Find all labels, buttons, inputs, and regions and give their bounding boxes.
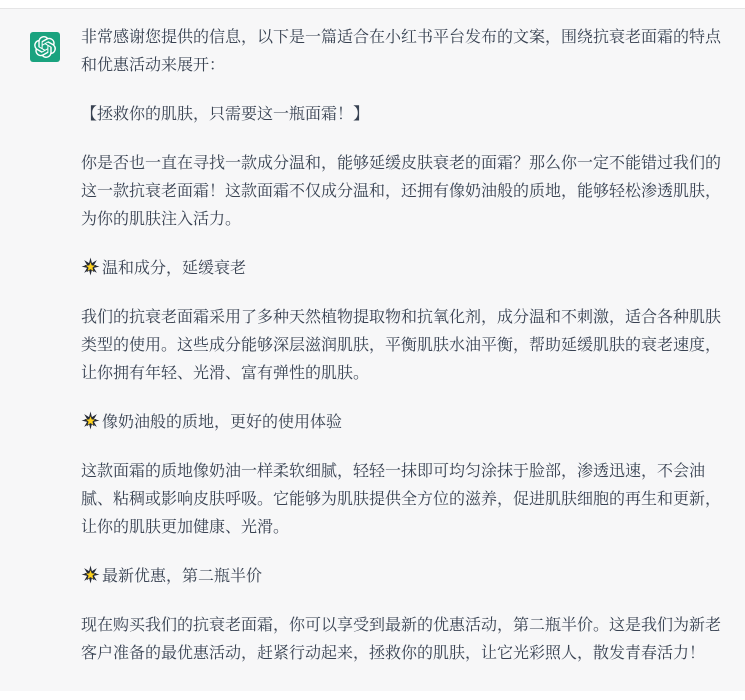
section-2-body: 这款面霜的质地像奶油一样柔软细腻，轻轻一抹即可均匀涂抹于脸部，渗透迅速，不会油腻、粘稠或影响皮肤呼吸。它能够为肌肤提供全方位的滋养，促进肌肤细胞的再生和更新，让你的肌肤更加健康、光滑。	[81, 463, 722, 536]
section-1-body: 我们的抗衰老面霜采用了多种天然植物提取物和抗氧化剂，成分温和不刺激，适合各种肌肤类型的使用。这些成分能够深层滋润肌肤，平衡肌肤水油平衡，帮助延缓肌肤的衰老速度，让你拥有年轻、光滑、富有弹性的肌肤。	[81, 309, 722, 382]
intro-paragraph: 非常感谢您提供的信息，以下是一篇适合在小红书平台发布的文案，围绕抗衰老面霜的特点和优惠活动来展开：	[81, 29, 722, 74]
section-3-heading	[81, 563, 731, 591]
headline-paragraph: 【拯救你的肌肤，只需要这一瓶面霜！】	[81, 106, 370, 123]
opening-paragraph: 你是否也一直在寻找一款成分温和，能够延缓皮肤衰老的面霜？那么你一定不能错过我们的这一款抗衰老面霜！这款面霜不仅成分温和，还拥有像奶油般的质地，能够轻松渗透肌肤，为你的肌肤注入活力。	[81, 155, 722, 228]
openai-logo-icon	[34, 36, 56, 58]
chatgpt-avatar	[30, 32, 60, 62]
glowing-star-emoji	[81, 255, 102, 283]
section-heading-text: 最新优惠，第二瓶半价	[102, 568, 263, 585]
section-3-body: 现在购买我们的抗衰老面霜，你可以享受到最新的优惠活动，第二瓶半价。这是我们为新老客户准备的最优惠活动，赶紧行动起来，拯救你的肌肤，让它光彩照人，散发青春活力！	[81, 617, 722, 662]
assistant-message-content	[81, 24, 731, 668]
section-heading-text: 像奶油般的质地，更好的使用体验	[102, 414, 343, 431]
glowing-star-emoji	[81, 563, 102, 591]
assistant-message-row	[0, 8, 745, 691]
glowing-star-emoji	[81, 409, 102, 437]
section-2-heading	[81, 409, 731, 437]
section-heading-text: 温和成分，延缓衰老	[102, 260, 247, 277]
section-1-heading	[81, 255, 731, 283]
